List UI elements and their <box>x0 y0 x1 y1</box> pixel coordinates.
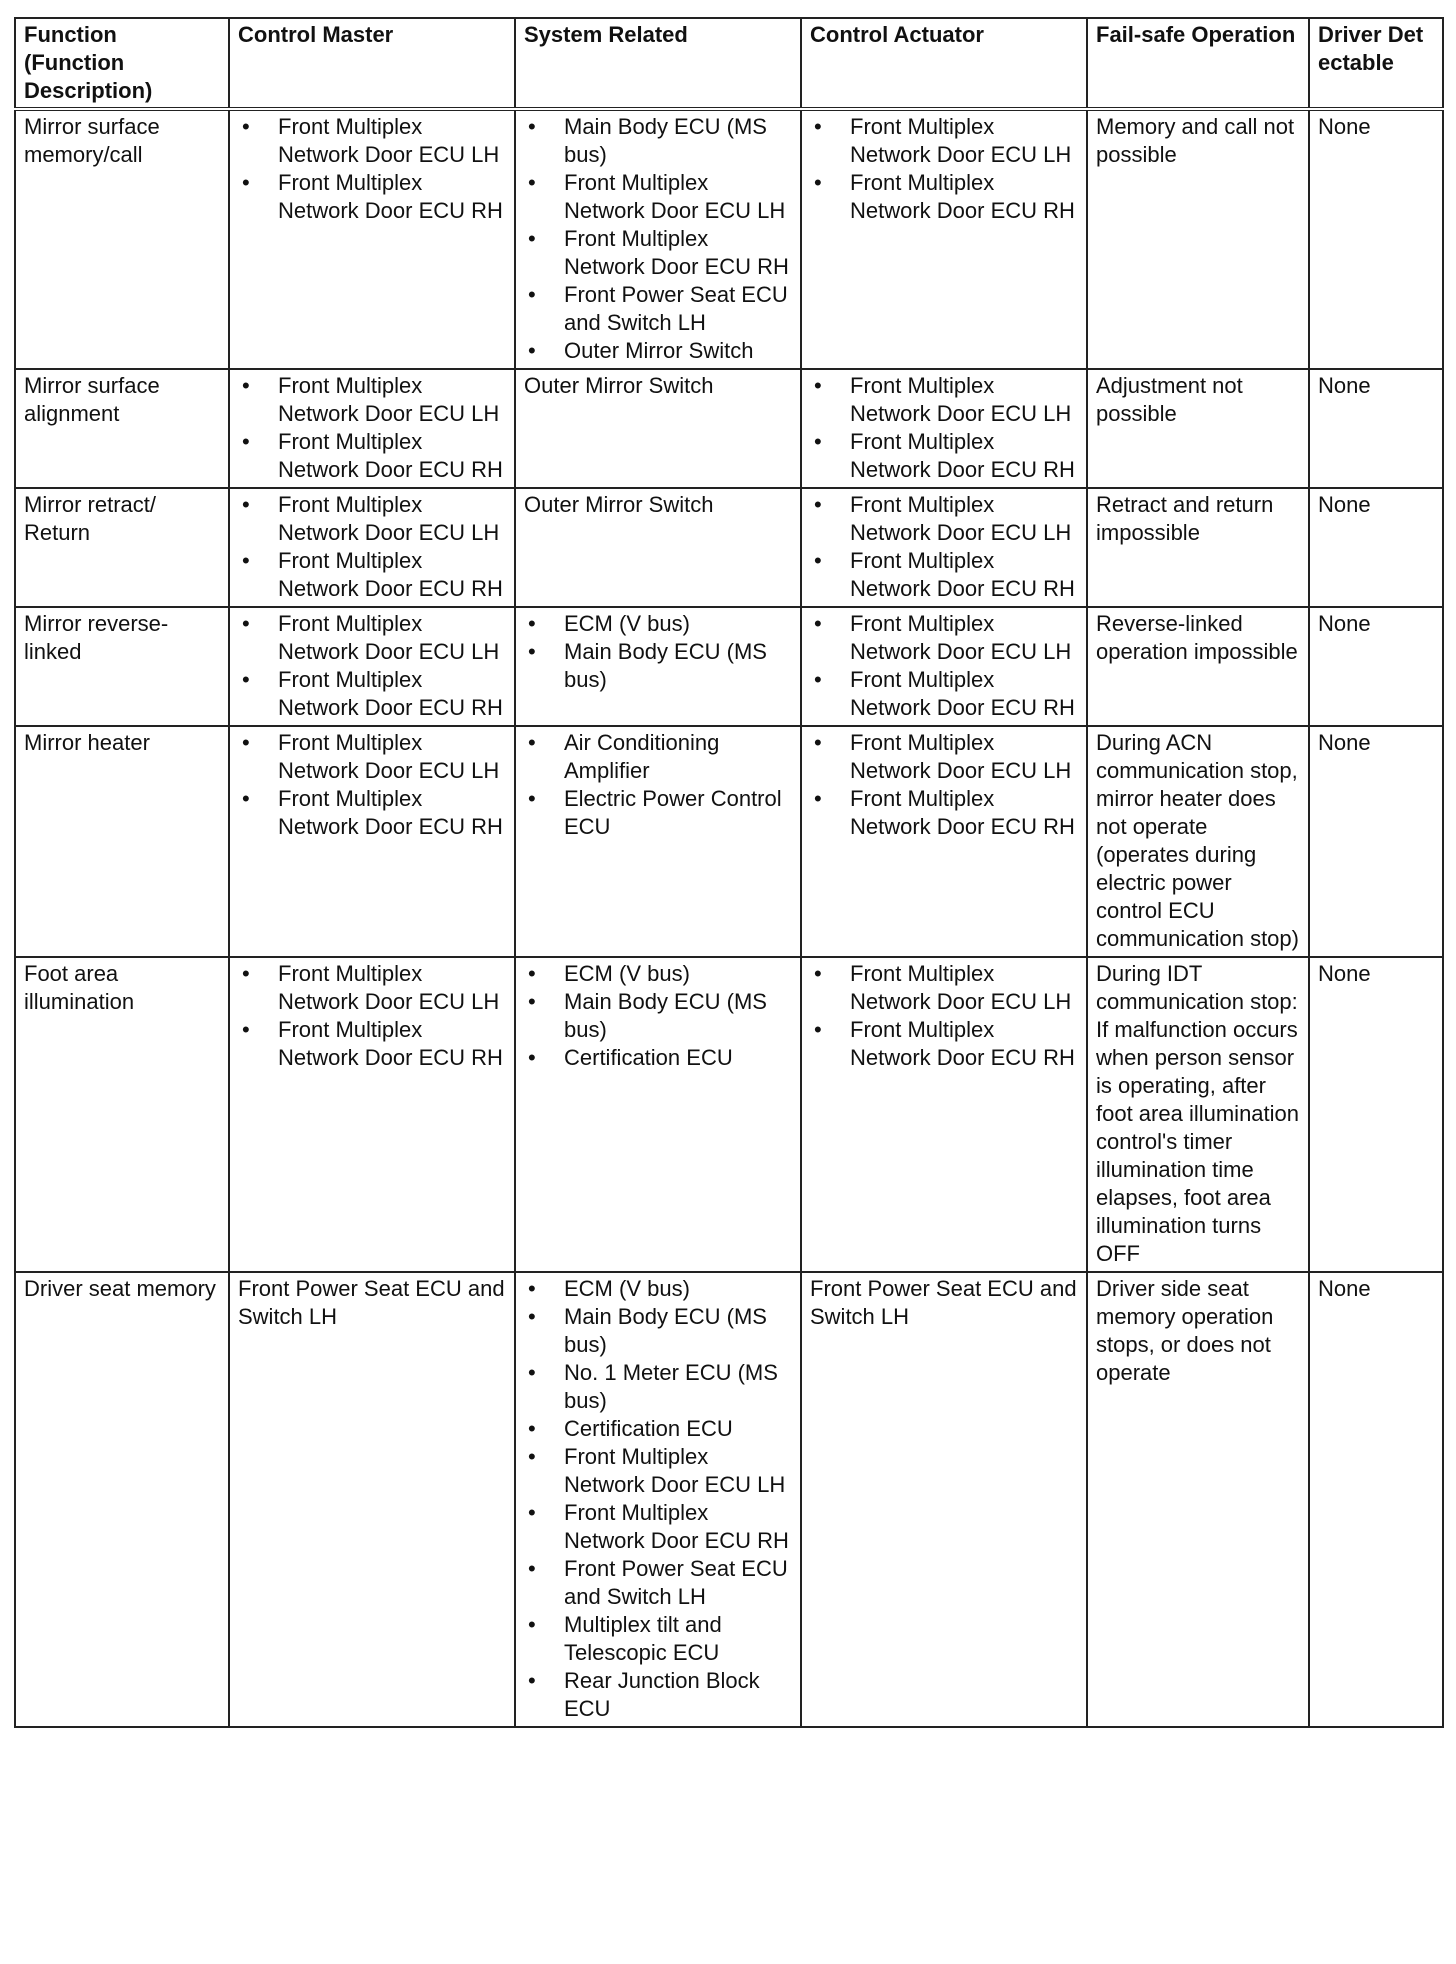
cell-control-master <box>229 607 515 726</box>
table-row <box>15 1272 1443 1727</box>
cell-function: Mirror retract/ Return <box>15 488 229 607</box>
cell-control-master <box>229 488 515 607</box>
list-item: • ECM (V bus) <box>524 610 792 638</box>
header-control-master: Control Master <box>229 18 515 109</box>
list-item: • Front Multiplex Network Door ECU LH <box>238 960 506 1016</box>
list-item: • Front Multiplex Network Door ECU LH <box>238 729 506 785</box>
list-item: • Main Body ECU (MS bus) <box>524 988 792 1044</box>
bullet-list <box>238 113 506 225</box>
list-item: • Multiplex tilt and Telescopic ECU <box>524 1611 792 1667</box>
list-item: • Outer Mirror Switch <box>524 337 792 365</box>
table-row <box>15 488 1443 607</box>
cell-driver-detectable: None <box>1309 109 1443 369</box>
list-item: • Front Multiplex Network Door ECU LH <box>238 491 506 547</box>
cell-control-actuator <box>801 369 1087 488</box>
list-item: • Front Power Seat ECU and Switch LH <box>524 281 792 337</box>
bullet-list <box>810 113 1078 225</box>
bullet-list <box>524 113 792 365</box>
list-item: • Front Multiplex Network Door ECU LH <box>238 610 506 666</box>
cell-system-related: Outer Mirror Switch <box>515 369 801 488</box>
table-row <box>15 369 1443 488</box>
cell-driver-detectable: None <box>1309 726 1443 957</box>
cell-fail-safe-operation: Adjustment not possible <box>1087 369 1309 488</box>
list-item: • Main Body ECU (MS bus) <box>524 638 792 694</box>
cell-control-master <box>229 726 515 957</box>
bullet-list <box>524 729 792 841</box>
header-system-related: System Related <box>515 18 801 109</box>
header-driver-detectable: Driver Detectable <box>1309 18 1443 109</box>
list-item: • Electric Power Control ECU <box>524 785 792 841</box>
cell-fail-safe-operation: Reverse-linked operation impossible <box>1087 607 1309 726</box>
list-item: • Front Multiplex Network Door ECU LH <box>810 729 1078 785</box>
cell-function: Mirror reverse-linked <box>15 607 229 726</box>
cell-control-master: Front Power Seat ECU and Switch LH <box>229 1272 515 1727</box>
list-item: • Front Multiplex Network Door ECU RH <box>238 547 506 603</box>
cell-driver-detectable: None <box>1309 1272 1443 1727</box>
bullet-list <box>810 960 1078 1072</box>
list-item: • Front Multiplex Network Door ECU LH <box>810 610 1078 666</box>
bullet-list <box>238 729 506 841</box>
list-item: • Front Multiplex Network Door ECU RH <box>524 225 792 281</box>
list-item: • ECM (V bus) <box>524 960 792 988</box>
list-item: • Front Multiplex Network Door ECU RH <box>810 1016 1078 1072</box>
list-item: • Front Multiplex Network Door ECU LH <box>238 372 506 428</box>
cell-fail-safe-operation: Memory and call not possible <box>1087 109 1309 369</box>
list-item: • Front Multiplex Network Door ECU LH <box>810 113 1078 169</box>
cell-function: Mirror heater <box>15 726 229 957</box>
cell-fail-safe-operation: During IDT communication stop: If malfunction occurs when person sensor is operating, after foot area illumination control's timer illumination time elapses, foot area illumination turns OFF <box>1087 957 1309 1272</box>
list-item: • Air Conditioning Amplifier <box>524 729 792 785</box>
cell-driver-detectable: None <box>1309 369 1443 488</box>
cell-function: Foot area illumination <box>15 957 229 1272</box>
cell-driver-detectable: None <box>1309 957 1443 1272</box>
bullet-list <box>238 372 506 484</box>
list-item: • Front Multiplex Network Door ECU LH <box>524 1443 792 1499</box>
cell-system-related <box>515 607 801 726</box>
bullet-list <box>524 610 792 694</box>
list-item: • Certification ECU <box>524 1044 792 1072</box>
cell-control-actuator <box>801 488 1087 607</box>
list-item: • Certification ECU <box>524 1415 792 1443</box>
cell-system-related <box>515 726 801 957</box>
list-item: • Front Multiplex Network Door ECU RH <box>238 1016 506 1072</box>
list-item: • No. 1 Meter ECU (MS bus) <box>524 1359 792 1415</box>
cell-system-related <box>515 1272 801 1727</box>
list-item: • Main Body ECU (MS bus) <box>524 113 792 169</box>
bullet-list <box>810 610 1078 722</box>
cell-control-master <box>229 109 515 369</box>
header-control-actuator: Control Actuator <box>801 18 1087 109</box>
list-item: • Front Multiplex Network Door ECU RH <box>810 785 1078 841</box>
list-item: • Front Multiplex Network Door ECU RH <box>238 666 506 722</box>
cell-fail-safe-operation: Driver side seat memory operation stops, or does not operate <box>1087 1272 1309 1727</box>
cell-driver-detectable: None <box>1309 607 1443 726</box>
cell-fail-safe-operation: During ACN communication stop, mirror heater does not operate (operates during electric power control ECU communication stop) <box>1087 726 1309 957</box>
cell-control-actuator <box>801 957 1087 1272</box>
cell-control-master <box>229 369 515 488</box>
cell-control-actuator <box>801 726 1087 957</box>
bullet-list <box>238 960 506 1072</box>
list-item: • Main Body ECU (MS bus) <box>524 1303 792 1359</box>
list-item: • Front Multiplex Network Door ECU RH <box>810 169 1078 225</box>
list-item: • Front Multiplex Network Door ECU RH <box>238 428 506 484</box>
cell-control-actuator: Front Power Seat ECU and Switch LH <box>801 1272 1087 1727</box>
bullet-list <box>810 729 1078 841</box>
header-fail-safe-operation: Fail-safe Operation <box>1087 18 1309 109</box>
bullet-list <box>238 491 506 603</box>
table-row <box>15 957 1443 1272</box>
table-row <box>15 726 1443 957</box>
cell-function: Mirror surface memory/call <box>15 109 229 369</box>
cell-control-actuator <box>801 109 1087 369</box>
list-item: • Front Multiplex Network Door ECU LH <box>810 372 1078 428</box>
list-item: • Front Multiplex Network Door ECU LH <box>524 169 792 225</box>
list-item: • Front Multiplex Network Door ECU LH <box>238 113 506 169</box>
table-header-row <box>15 18 1443 109</box>
cell-function: Driver seat memory <box>15 1272 229 1727</box>
list-item: • Rear Junction Block ECU <box>524 1667 792 1723</box>
bullet-list <box>524 960 792 1072</box>
table-row <box>15 109 1443 369</box>
list-item: • Front Multiplex Network Door ECU RH <box>238 785 506 841</box>
cell-system-related <box>515 109 801 369</box>
bullet-list <box>524 1275 792 1723</box>
cell-system-related <box>515 957 801 1272</box>
list-item: • ECM (V bus) <box>524 1275 792 1303</box>
table-body <box>15 109 1443 1727</box>
cell-control-actuator <box>801 607 1087 726</box>
bullet-list <box>810 491 1078 603</box>
table-row <box>15 607 1443 726</box>
bullet-list <box>238 610 506 722</box>
cell-driver-detectable: None <box>1309 488 1443 607</box>
header-function: Function (Function Description) <box>15 18 229 109</box>
cell-function: Mirror surface alignment <box>15 369 229 488</box>
list-item: • Front Multiplex Network Door ECU RH <box>524 1499 792 1555</box>
list-item: • Front Power Seat ECU and Switch LH <box>524 1555 792 1611</box>
cell-control-master <box>229 957 515 1272</box>
bullet-list <box>810 372 1078 484</box>
list-item: • Front Multiplex Network Door ECU LH <box>810 491 1078 547</box>
list-item: • Front Multiplex Network Door ECU RH <box>238 169 506 225</box>
cell-system-related: Outer Mirror Switch <box>515 488 801 607</box>
cell-fail-safe-operation: Retract and return impossible <box>1087 488 1309 607</box>
list-item: • Front Multiplex Network Door ECU RH <box>810 666 1078 722</box>
function-table <box>14 17 1444 1728</box>
list-item: • Front Multiplex Network Door ECU RH <box>810 547 1078 603</box>
list-item: • Front Multiplex Network Door ECU LH <box>810 960 1078 1016</box>
list-item: • Front Multiplex Network Door ECU RH <box>810 428 1078 484</box>
